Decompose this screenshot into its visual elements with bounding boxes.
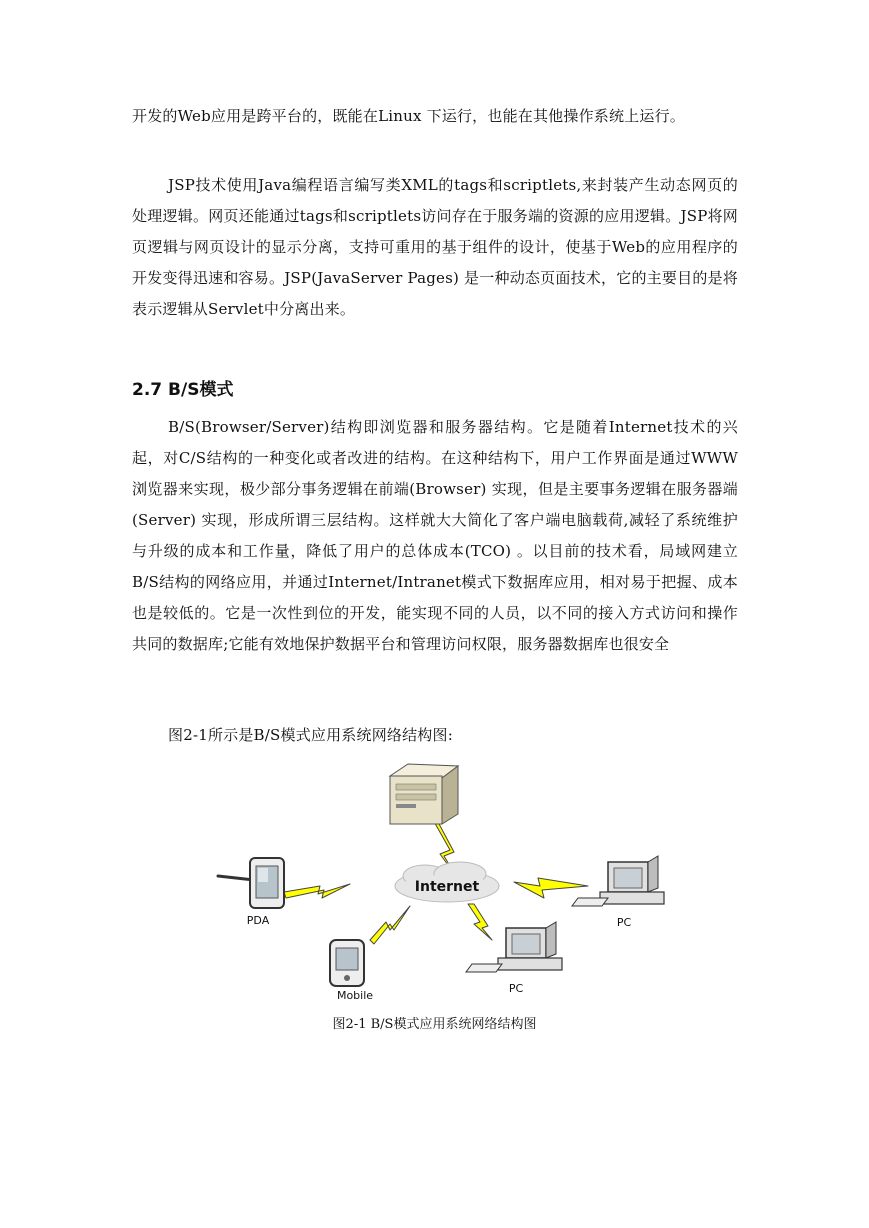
cloud-icon bbox=[395, 862, 499, 902]
paragraph-3: B/S(Browser/Server)结构即浏览器和服务器结构。它是随着Internet技术的兴起，对C/S结构的一种变化或者改进的结构。在这种结构下，用户工作界面是通过WWW浏览器来实现，极少部分事务逻辑在前端(Browser) 实现，但是主要事务逻辑在服务器端(Server) 实现，形成所谓三层结构。这样就大大简化了客户端电脑载荷,减轻了系统维护与升级的成本和工作量，降低了用户的总体成本(TCO) 。以目前的技术看，局域网建立B/S结构的网络应用，并通过Internet/Intranet模式下数据库应用，相对易于把握、成本也是较低的。它是一次性到位的开发，能实现不同的人员，以不同的接入方式访问和操作共同的数据库;它能有效地保护数据平台和管理访问权限，服务器数据库也很安全 bbox=[132, 418, 738, 653]
paragraph-1: 开发的Web应用是跨平台的，既能在Linux 下运行，也能在其他操作系统上运行。 bbox=[132, 107, 685, 125]
paragraph-4: 图2-1所示是B/S模式应用系统网络结构图: bbox=[168, 726, 453, 744]
pc-icon bbox=[572, 856, 664, 906]
pda-icon bbox=[218, 858, 284, 908]
mobile-label: Mobile bbox=[336, 989, 374, 1002]
pc-right-label: PC bbox=[616, 916, 632, 929]
server-icon bbox=[390, 764, 458, 824]
pda-label: PDA bbox=[246, 914, 270, 927]
cloud-label: Internet bbox=[414, 879, 480, 895]
paragraph-2: JSP技术使用Java编程语言编写类XML的tags和scriptlets,来封装产生动态网页的处理逻辑。网页还能通过tags和scriptlets访问存在于服务端的资源的应用逻辑。JSP将网页逻辑与网页设计的显示分离，支持可重用的基于组件的设计，使基于Web的应用程序的开发变得迅速和容易。JSP(JavaServer Pages) 是一种动态页面技术，它的主要目的是将表示逻辑从Servlet中分离出来。 bbox=[132, 176, 738, 318]
section-heading: 2.7 B/S模式 bbox=[132, 380, 234, 400]
pc-center-label: PC bbox=[508, 982, 524, 995]
network-diagram bbox=[210, 758, 670, 1008]
figure-caption: 图2-1 B/S模式应用系统网络结构图 bbox=[332, 1017, 537, 1032]
mobile-icon bbox=[330, 940, 364, 986]
